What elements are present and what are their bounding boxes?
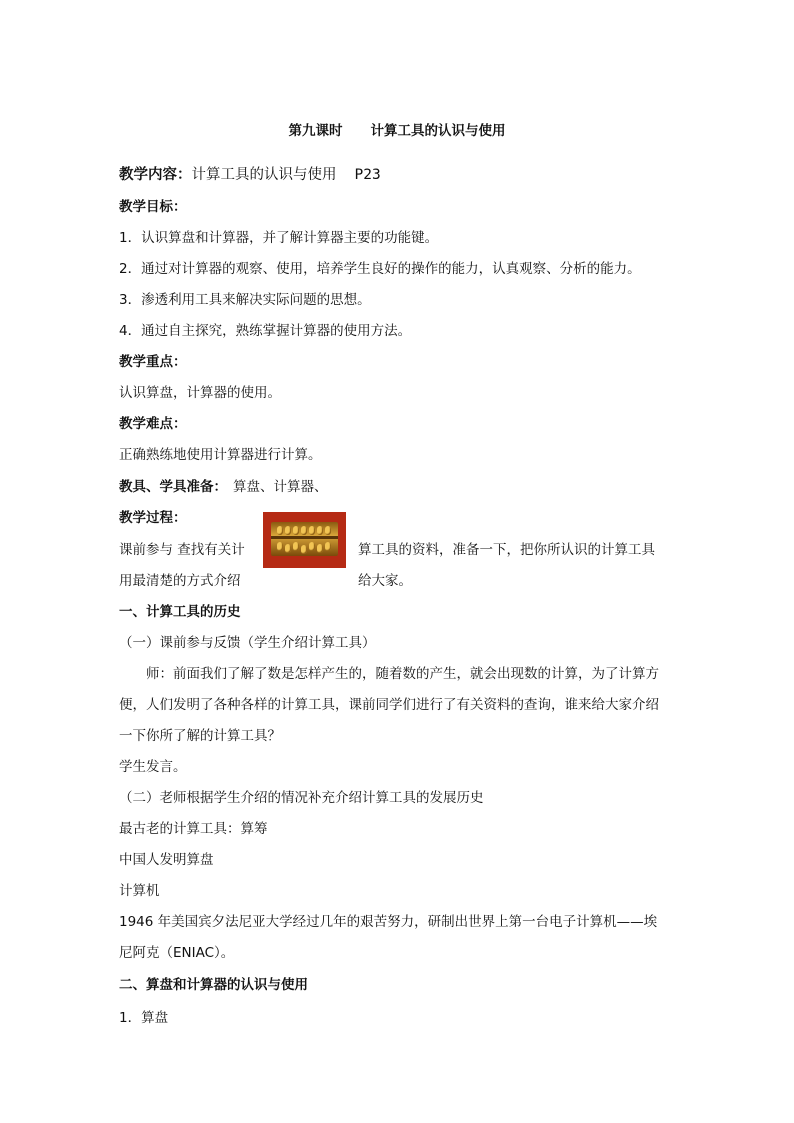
difficulties-text: 正确熟练地使用计算器进行计算。 bbox=[119, 447, 322, 463]
content-line bbox=[119, 166, 381, 184]
section1-sub1: （一）课前参与反馈（学生介绍计算工具） bbox=[119, 635, 376, 651]
tools-text: 算盘、计算器、 bbox=[233, 479, 328, 495]
student-line: 学生发言。 bbox=[119, 759, 187, 775]
section1-sub2: （二）老师根据学生介绍的情况补充介绍计算工具的发展历史 bbox=[119, 790, 484, 806]
history-item: 中国人发明算盘 bbox=[119, 852, 214, 868]
page-title bbox=[0, 119, 794, 139]
goal-item: 2．通过对计算器的观察、使用，培养学生良好的操作的能力，认真观察、分析的能力。 bbox=[119, 261, 641, 277]
section1-heading: 一、计算工具的历史 bbox=[119, 604, 241, 620]
lesson-number: 第九课时 bbox=[288, 123, 343, 139]
content-text: 计算工具的认识与使用 bbox=[191, 167, 337, 183]
lesson-topic: 计算工具的认识与使用 bbox=[370, 123, 506, 139]
goal-item: 4．通过自主探究，熟练掌握计算器的使用方法。 bbox=[119, 323, 412, 339]
content-label: 教学内容： bbox=[119, 167, 192, 183]
goal-item: 1．认识算盘和计算器，并了解计算器主要的功能键。 bbox=[119, 230, 439, 246]
process-left-2: 用最清楚的方式介绍 bbox=[119, 573, 241, 589]
difficulties-heading: 教学难点： bbox=[119, 416, 187, 432]
key-points-heading: 教学重点： bbox=[119, 354, 187, 370]
paragraph-line: 师：前面我们了解了数是怎样产生的，随着数的产生，就会出现数的计算，为了计算方 bbox=[146, 666, 659, 682]
section2-heading: 二、算盘和计算器的认识与使用 bbox=[119, 977, 308, 993]
paragraph-line: 便，人们发明了各种各样的计算工具，课前同学们进行了有关资料的查询，谁来给大家介绍 bbox=[119, 697, 659, 713]
tools-line bbox=[119, 478, 328, 496]
process-heading: 教学过程： bbox=[119, 510, 187, 526]
content-page: P23 bbox=[354, 167, 381, 183]
eniac-line: 尼阿克（ENIAC）。 bbox=[119, 945, 235, 961]
key-points-text: 认识算盘，计算器的使用。 bbox=[119, 385, 281, 401]
process-right-1: 算工具的资料，准备一下，把你所认识的计算工具 bbox=[358, 542, 655, 558]
history-item: 最古老的计算工具：算筹 bbox=[119, 821, 268, 837]
goals-heading: 教学目标： bbox=[119, 199, 187, 215]
goal-item: 3．渗透利用工具来解决实际问题的思想。 bbox=[119, 292, 371, 308]
history-item: 计算机 bbox=[119, 883, 160, 899]
process-left-1: 课前参与 查找有关计 bbox=[119, 542, 245, 558]
section2-sub1: 1．算盘 bbox=[119, 1010, 169, 1026]
tools-label: 教具、学具准备： bbox=[119, 479, 227, 495]
paragraph-line: 一下你所了解的计算工具？ bbox=[119, 728, 281, 744]
abacus-image bbox=[263, 512, 346, 568]
eniac-line: 1946 年美国宾夕法尼亚大学经过几年的艰苦努力，研制出世界上第一台电子计算机——埃 bbox=[119, 914, 658, 930]
process-right-2: 给大家。 bbox=[358, 573, 412, 589]
